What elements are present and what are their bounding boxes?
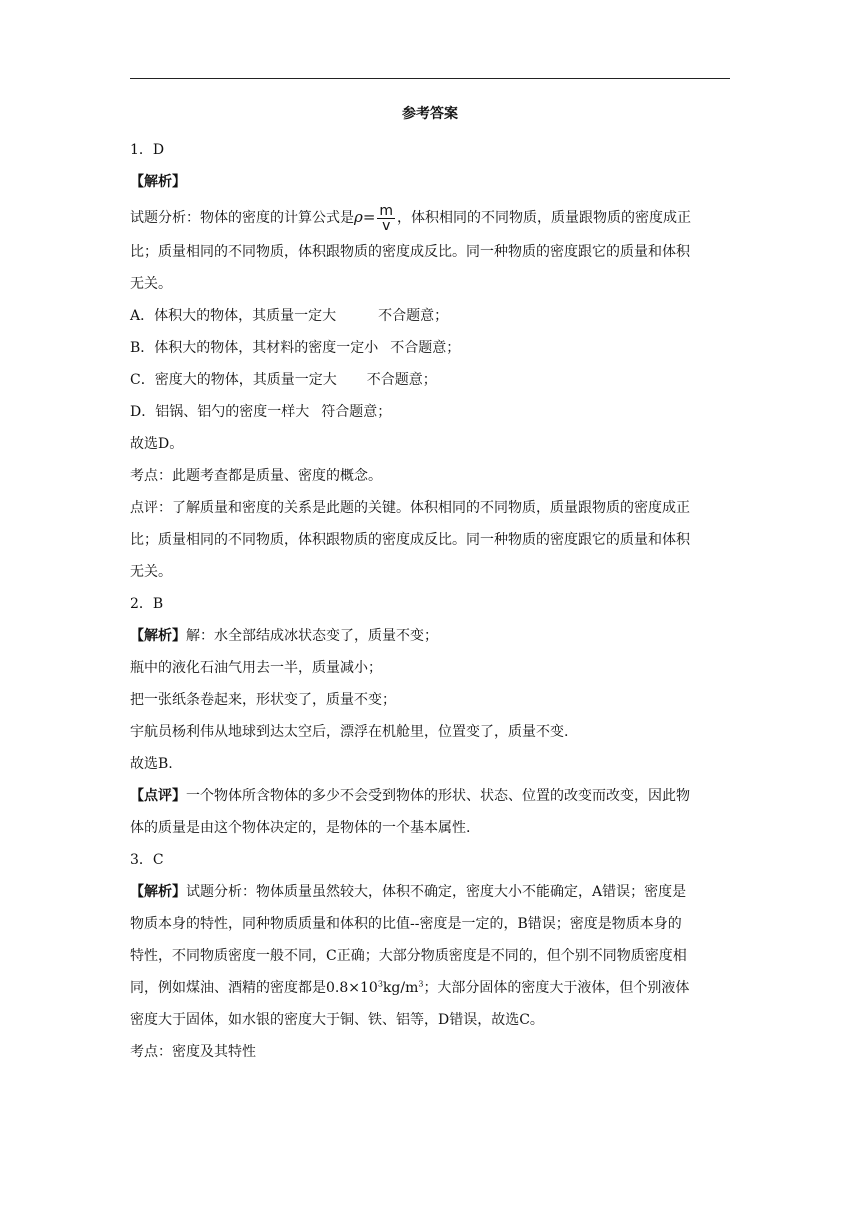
density-formula-symbol: ρ= <box>354 208 376 226</box>
header-rule <box>130 78 730 79</box>
q1-dianping-line2: 比；质量相同的不同物质，体积跟物质的密度成反比。同一种物质的密度跟它的质量和体积 <box>130 532 690 548</box>
q1-dianping-line3: 无关。 <box>130 564 172 580</box>
q2-dianping-line2: 体的质量是由这个物体决定的，是物体的一个基本属性. <box>130 820 471 836</box>
q3-analysis-line1: 【解析】试题分析：物体质量虽然较大，体积不确定，密度大小不能确定，A错误；密度是 <box>130 884 687 900</box>
q3-analysis-line2: 物质本身的特性，同种物质质量和体积的比值--密度是一定的，B错误；密度是物质本身的 <box>130 916 682 932</box>
q1-option-d: D．铝锅、铝勺的密度一样大 符合题意； <box>130 404 392 420</box>
q1-option-c: C．密度大的物体，其质量一定大 不合题意； <box>130 372 437 388</box>
page-title: 参考答案 <box>402 106 458 122</box>
q3-answer: 3．C <box>130 852 164 868</box>
q3-analysis-line5: 密度大于固体，如水银的密度大于铜、铁、铝等，D错误，故选C。 <box>130 1012 544 1028</box>
q3-analysis-line4: 同，例如煤油、酒精的密度都是$0.8\times 10^3kg/m^3$；大部分固体的密度大于液体，但个别液体 <box>130 979 690 996</box>
q3-kaodian: 考点：密度及其特性 <box>130 1044 256 1060</box>
q1-conclusion: 故选D。 <box>130 436 184 452</box>
q2-analysis-line2: 瓶中的液化石油气用去一半，质量减小； <box>130 660 382 676</box>
q2-dianping-line1: 【点评】一个物体所含物体的多少不会受到物体的形状、状态、位置的改变而改变，因此物 <box>130 788 690 804</box>
q1-dianping-line1: 点评：了解质量和密度的关系是此题的关键。体积相同的不同物质，质量跟物质的密度成正 <box>130 500 690 516</box>
q1-analysis-line1: 试题分析：物体的密度的计算公式是ρ= $\frac{m}{v}$ ，体积相同的不同物质，质量跟物质的密度成正 <box>130 202 692 234</box>
q1-analysis-line2: 比；质量相同的不同物质，体积跟物质的密度成反比。同一种物质的密度跟它的质量和体积 <box>130 244 690 260</box>
q1-jiexi-label: 【解析】 <box>130 174 186 190</box>
q3-analysis-line3: 特性，不同物质密度一般不同，C正确；大部分物质密度是不同的，但个别不同物质密度相 <box>130 948 687 964</box>
q2-conclusion: 故选B. <box>130 756 173 772</box>
answer-content <box>130 134 740 1068</box>
q1-option-b: B．体积大的物体，其材料的密度一定小 不合题意； <box>130 340 461 356</box>
q2-analysis-line3: 把一张纸条卷起来，形状变了，质量不变； <box>130 692 396 708</box>
q1-kaodian: 考点：此题考查都是质量、密度的概念。 <box>130 468 382 484</box>
q1-analysis-line3: 无关。 <box>130 276 172 292</box>
q2-answer: 2．B <box>130 596 164 612</box>
density-formula-fraction: $\frac{m}{v}$ <box>379 202 394 234</box>
q1-answer: 1．D <box>130 142 165 158</box>
q2-analysis-line4: 宇航员杨利伟从地球到达太空后，漂浮在机舱里，位置变了，质量不变. <box>130 724 569 740</box>
q2-analysis-line1: 【解析】解：水全部结成冰状态变了，质量不变； <box>130 628 438 644</box>
q1-option-a: A．体积大的物体，其质量一定大 不合题意； <box>130 308 449 324</box>
